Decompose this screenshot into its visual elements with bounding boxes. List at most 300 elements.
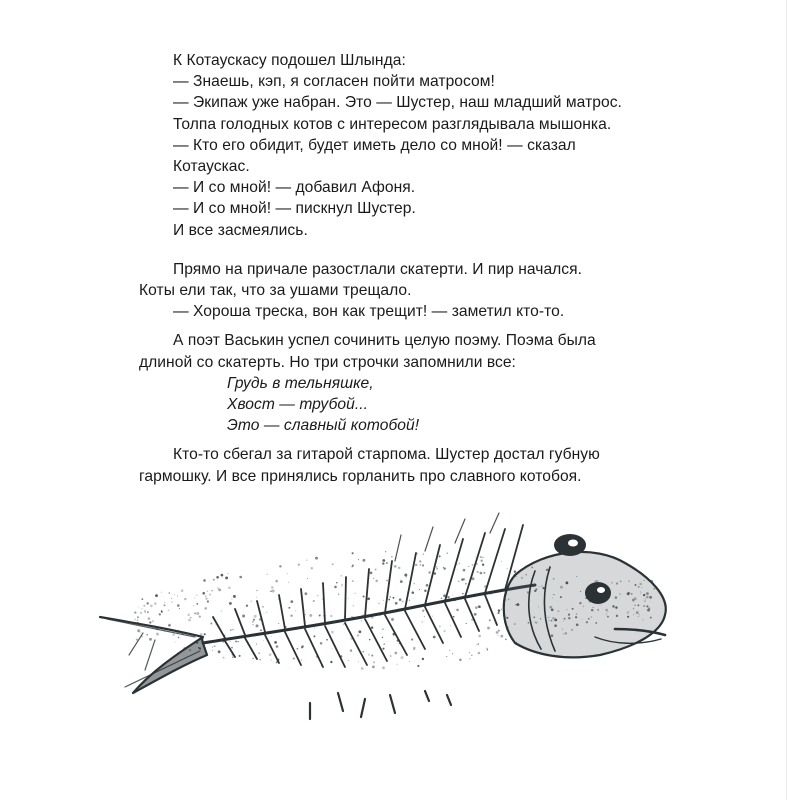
ink-speckle [469, 652, 470, 653]
ink-speckle [330, 615, 332, 617]
story-line: Котаускас. [173, 158, 250, 176]
ink-speckle [288, 668, 289, 669]
ink-speckle [196, 612, 199, 615]
ink-speckle [422, 609, 424, 611]
ink-speckle [363, 596, 365, 598]
ink-speckle [172, 634, 174, 636]
ink-speckle [443, 567, 444, 568]
ink-speckle [358, 630, 361, 633]
ink-speckle [271, 636, 272, 637]
ink-speckle [159, 613, 161, 615]
ink-speckle [396, 664, 397, 665]
ink-speckle [639, 583, 642, 586]
ink-speckle [589, 597, 590, 598]
ink-speckle [330, 661, 332, 663]
ink-speckle [452, 595, 453, 596]
ink-speckle [190, 617, 192, 619]
ink-speckle [350, 638, 352, 640]
ink-speckle [580, 591, 581, 592]
ink-speckle [209, 594, 211, 596]
ink-speckle [644, 580, 645, 581]
ink-speckle [644, 600, 646, 602]
ink-speckle [476, 644, 477, 645]
ink-speckle [358, 661, 359, 662]
ink-speckle [642, 619, 643, 620]
ink-speckle [606, 614, 607, 615]
ink-speckle [383, 600, 384, 601]
poem-line: Хвост — трубой... [227, 396, 368, 414]
ink-speckle [141, 608, 142, 609]
ink-speckle [357, 634, 359, 636]
ink-speckle [397, 640, 398, 641]
ink-speckle [317, 595, 318, 596]
fish-skeleton-icon [95, 505, 695, 745]
story-line: К Котаускасу подошел Шлында: [173, 52, 406, 69]
ink-speckle [579, 602, 582, 605]
ink-speckle [413, 583, 415, 585]
ink-speckle [439, 555, 441, 557]
ink-speckle [436, 566, 438, 568]
ink-speckle [628, 580, 630, 582]
ink-speckle [474, 613, 477, 616]
ink-speckle [371, 616, 374, 619]
ink-speckle [638, 586, 640, 588]
ink-speckle [648, 607, 650, 609]
ink-speckle [177, 630, 179, 632]
ink-speckle [272, 590, 275, 593]
ink-speckle [373, 578, 374, 579]
ink-speckle [207, 600, 209, 602]
story-line: — Кто его обидит, будет иметь дело со мной! — сказал [173, 136, 576, 154]
ink-speckle [449, 650, 450, 651]
ink-speckle [223, 638, 225, 640]
ink-speckle [423, 553, 425, 555]
ink-speckle [320, 642, 323, 645]
ink-speckle [156, 633, 159, 636]
ink-speckle [490, 594, 491, 595]
ink-speckle [457, 569, 458, 570]
ink-speckle [633, 614, 634, 615]
ink-speckle [592, 584, 593, 585]
ink-speckle [420, 564, 421, 565]
ink-speckle [485, 592, 487, 594]
ink-speckle [643, 605, 645, 607]
ink-speckle [351, 566, 352, 567]
ink-speckle [149, 638, 152, 641]
ink-speckle [551, 620, 553, 622]
ink-speckle [475, 556, 476, 557]
ink-speckle [411, 638, 413, 640]
ink-speckle [498, 609, 501, 612]
ink-speckle [489, 619, 491, 621]
ink-speckle [468, 566, 469, 567]
ink-speckle [452, 653, 453, 654]
ink-speckle [627, 616, 629, 618]
ink-speckle [521, 577, 523, 579]
ink-speckle [597, 609, 599, 611]
ink-speckle [597, 600, 599, 602]
ink-speckle [551, 634, 554, 637]
ink-speckle [212, 650, 213, 651]
ink-speckle [417, 665, 419, 667]
ink-speckle [263, 640, 264, 641]
story-line: — И со мной! — пискнул Шустер. [173, 200, 416, 218]
ink-speckle [382, 666, 385, 669]
ink-speckle [269, 653, 272, 656]
ink-speckle [239, 655, 241, 657]
ink-speckle [137, 619, 138, 620]
ink-speckle [539, 586, 540, 587]
ink-speckle [140, 632, 141, 633]
ink-speckle [199, 616, 201, 618]
ink-speckle [501, 561, 502, 562]
ink-speckle [484, 585, 487, 588]
ink-speckle [513, 588, 515, 590]
ink-speckle [238, 618, 240, 620]
ink-speckle [196, 641, 199, 644]
ink-speckle [290, 600, 293, 603]
ink-speckle [205, 595, 207, 597]
ink-speckle [391, 618, 394, 621]
ink-speckle [483, 572, 485, 574]
ink-speckle [508, 598, 509, 599]
ink-speckle [143, 605, 145, 607]
ink-speckle [424, 616, 425, 617]
ink-speckle [270, 591, 271, 592]
ink-speckle [582, 619, 583, 620]
ink-speckle [141, 636, 143, 638]
ink-speckle [179, 608, 180, 609]
ink-speckle [352, 580, 354, 582]
ink-speckle [260, 629, 262, 631]
ink-speckle [369, 639, 371, 641]
ink-speckle [340, 655, 342, 657]
ink-speckle [640, 593, 641, 594]
ink-speckle [263, 613, 264, 614]
ink-speckle [406, 576, 407, 577]
ink-speckle [476, 563, 478, 565]
ink-speckle [338, 594, 340, 596]
ink-speckle [560, 586, 563, 589]
ink-speckle [496, 631, 499, 634]
ink-speckle [400, 579, 401, 580]
ink-speckle [278, 598, 280, 600]
poem-line: Это — славный котобой! [227, 417, 420, 435]
ink-speckle [358, 559, 359, 560]
ink-speckle [295, 610, 296, 611]
ink-speckle [632, 599, 635, 602]
ink-speckle [336, 582, 337, 583]
ink-speckle [643, 594, 645, 596]
ink-speckle [213, 579, 215, 581]
ink-speckle [615, 596, 618, 599]
ink-speckle [480, 572, 483, 575]
ink-speckle [375, 580, 378, 583]
story-line: И все засмеялись. [173, 221, 308, 239]
ink-speckle [409, 600, 410, 601]
ink-speckle [313, 635, 315, 637]
ink-speckle [500, 635, 503, 638]
ink-speckle [239, 576, 242, 579]
ink-speckle [362, 559, 365, 562]
poem-line: Грудь в тельняшке, [227, 374, 374, 392]
story-text [139, 50, 659, 487]
ink-speckle [571, 629, 573, 631]
ink-speckle [553, 594, 554, 595]
ink-speckle [210, 623, 212, 625]
ink-speckle [175, 641, 176, 642]
ink-speckle [653, 588, 655, 590]
story-line: гармошку. И все принялись горланить про славного котобоя. [139, 467, 582, 485]
ink-speckle [256, 597, 257, 598]
ink-speckle [459, 563, 461, 565]
ink-speckle [198, 647, 199, 648]
ink-speckle [273, 662, 274, 663]
ink-speckle [399, 643, 400, 644]
ink-speckle [415, 564, 417, 566]
ink-speckle [259, 659, 260, 660]
ink-speckle [207, 591, 208, 592]
ink-speckle [538, 606, 539, 607]
ink-speckle [419, 560, 421, 562]
ink-speckle [541, 586, 542, 587]
ink-speckle [443, 594, 446, 597]
ink-speckle [487, 649, 488, 650]
ink-speckle [422, 658, 424, 660]
ink-speckle [527, 591, 529, 593]
ink-speckle [348, 598, 349, 599]
ink-speckle [287, 573, 288, 574]
ink-speckle [161, 592, 162, 593]
ink-speckle [481, 560, 483, 562]
ink-speckle [426, 584, 429, 587]
ink-speckle [149, 621, 151, 623]
ink-speckle [252, 621, 254, 623]
ink-speckle [394, 565, 397, 568]
ink-speckle [563, 634, 564, 635]
ink-speckle [646, 592, 649, 595]
ink-speckle [616, 615, 618, 617]
ink-speckle [412, 591, 415, 594]
ink-speckle [187, 614, 189, 616]
ink-speckle [516, 642, 517, 643]
ink-speckle [393, 630, 394, 631]
ink-speckle [231, 647, 233, 649]
ink-speckle [646, 596, 649, 599]
ink-speckle [439, 625, 441, 627]
ink-speckle [471, 655, 473, 657]
ink-speckle [507, 627, 508, 628]
ink-speckle [341, 584, 343, 586]
ink-speckle [319, 614, 321, 616]
ink-speckle [277, 659, 279, 661]
ink-speckle [576, 613, 577, 614]
ink-speckle [193, 605, 194, 606]
ink-speckle [196, 595, 197, 596]
ink-speckle [164, 602, 165, 603]
ink-speckle [344, 616, 346, 618]
ink-speckle [478, 643, 479, 644]
ink-speckle [232, 657, 233, 658]
ink-speckle [548, 620, 549, 621]
ink-speckle [626, 593, 627, 594]
ink-speckle [530, 588, 531, 589]
ink-speckle [216, 576, 219, 579]
story-line: Толпа голодных котов с интересом разглядывала мышонка. [173, 115, 612, 133]
ink-speckle [389, 596, 391, 598]
ink-speckle [552, 617, 554, 619]
ink-speckle [237, 641, 238, 642]
ink-speckle [228, 586, 231, 589]
ink-speckle [638, 616, 639, 617]
ink-speckle [395, 602, 398, 605]
ink-speckle [554, 618, 557, 621]
ink-speckle [352, 552, 354, 554]
ink-speckle [501, 609, 502, 610]
ink-speckle [384, 614, 385, 615]
ink-speckle [596, 594, 597, 595]
paragraph-gap [139, 436, 659, 444]
ink-speckle [648, 580, 649, 581]
ink-speckle [340, 575, 342, 577]
ink-speckle [417, 553, 418, 554]
story-line: А поэт Васькин успел сочинить целую поэму. Поэма была [173, 332, 596, 350]
ink-speckle [267, 574, 268, 575]
ink-speckle [256, 624, 259, 627]
ink-speckle [150, 605, 153, 608]
story-line: — Хороша треска, вон как трещит! — заметил кто-то. [173, 303, 565, 321]
ink-speckle [646, 605, 648, 607]
ink-speckle [586, 621, 588, 623]
ink-speckle [631, 593, 633, 595]
ink-speckle [204, 633, 206, 635]
ink-speckle [168, 625, 169, 626]
ink-speckle [368, 654, 370, 656]
ink-speckle [228, 573, 229, 574]
ink-speckle [645, 598, 646, 599]
ink-speckle [225, 576, 228, 579]
ink-speckle [629, 611, 630, 612]
ink-speckle [572, 608, 574, 610]
ink-speckle [546, 578, 547, 579]
ink-speckle [306, 560, 307, 561]
ink-speckle [450, 625, 451, 626]
ink-speckle [348, 660, 349, 661]
ink-speckle [271, 586, 273, 588]
story-line: Коты ели так, что за ушами трещало. [139, 282, 412, 300]
ink-speckle [637, 604, 639, 606]
ink-speckle [551, 608, 554, 611]
ink-speckle [390, 655, 392, 657]
ink-speckle [371, 626, 374, 629]
ink-speckle [134, 619, 136, 621]
ink-speckle [458, 580, 460, 582]
ink-speckle [231, 629, 232, 630]
ink-speckle [313, 600, 315, 602]
ink-speckle [639, 614, 640, 615]
ink-speckle [183, 647, 186, 650]
ink-speckle [505, 639, 507, 641]
ink-speckle [534, 590, 536, 592]
ink-speckle [382, 648, 384, 650]
ink-speckle [171, 598, 172, 599]
ink-speckle [589, 601, 591, 603]
ink-speckle [217, 587, 219, 589]
ink-speckle [568, 614, 570, 616]
ink-speckle [393, 597, 395, 599]
ink-speckle [194, 597, 195, 598]
ink-speckle [134, 611, 136, 613]
ink-speckle [252, 658, 254, 660]
ink-speckle [612, 605, 615, 608]
ink-speckle [651, 580, 654, 583]
ink-speckle [391, 556, 392, 557]
ink-speckle [447, 596, 449, 598]
ink-speckle [152, 620, 154, 622]
ink-speckle [565, 581, 568, 584]
ink-speckle [351, 616, 352, 617]
ink-speckle [633, 608, 634, 609]
ink-speckle [641, 587, 642, 588]
ink-speckle [401, 600, 403, 602]
ink-speckle [636, 611, 639, 614]
ink-speckle [361, 667, 364, 670]
ink-speckle [575, 616, 577, 618]
ink-speckle [222, 577, 223, 578]
ink-speckle [168, 592, 170, 594]
ink-speckle [558, 610, 560, 612]
ink-speckle [605, 609, 608, 612]
ink-speckle [181, 589, 184, 592]
ink-speckle [322, 583, 323, 584]
ink-speckle [562, 629, 563, 630]
ink-speckle [314, 628, 315, 629]
ink-speckle [378, 603, 380, 605]
ink-speckle [463, 595, 466, 598]
ink-speckle [600, 605, 601, 606]
ink-speckle [516, 603, 519, 606]
ink-speckle [144, 610, 146, 612]
ink-speckle [635, 584, 637, 586]
ink-speckle [212, 590, 213, 591]
ink-speckle [383, 643, 385, 645]
ink-speckle [400, 580, 403, 583]
ink-speckle [140, 612, 142, 614]
ink-speckle [516, 576, 517, 577]
ink-speckle [375, 569, 377, 571]
paragraph-gap [139, 322, 659, 330]
ink-speckle [367, 598, 370, 601]
ink-speckle [155, 594, 158, 597]
ink-speckle [482, 557, 483, 558]
ink-speckle [290, 615, 292, 617]
ink-speckle [215, 624, 216, 625]
ink-speckle [428, 571, 431, 574]
ink-speckle [549, 606, 552, 609]
ink-speckle [147, 611, 149, 613]
ink-speckle [498, 612, 500, 614]
ink-speckle [439, 601, 440, 602]
ink-speckle [156, 627, 159, 630]
ink-speckle [276, 645, 279, 648]
ink-speckle [147, 602, 149, 604]
ink-speckle [355, 593, 356, 594]
ink-speckle [615, 606, 617, 608]
ink-speckle [218, 589, 221, 592]
ink-speckle [279, 565, 281, 567]
story-line: длиной со скатерть. Но три строчки запомнили все: [139, 353, 516, 371]
ink-speckle [413, 649, 414, 650]
